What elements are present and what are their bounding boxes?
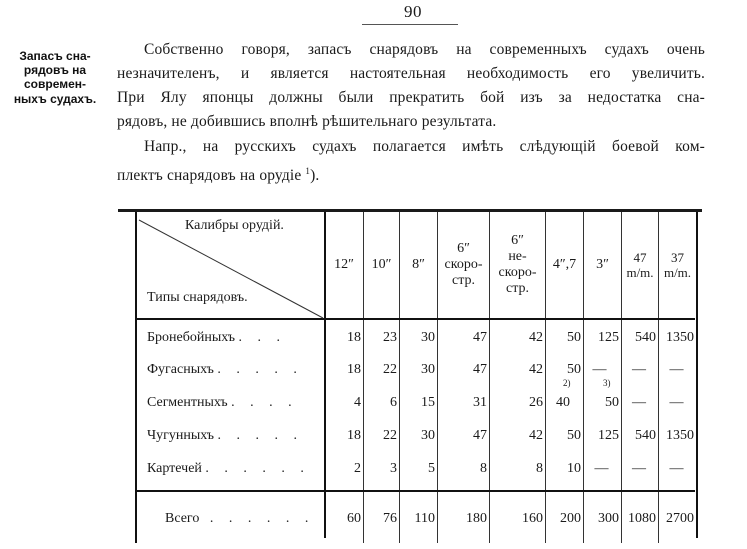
cell-value: 42: [529, 330, 543, 345]
cell-value: 300: [598, 511, 619, 526]
col-header-8in: 8″: [412, 256, 425, 272]
cell-value: 50: [567, 362, 581, 377]
margin-sidenote: [2, 49, 108, 106]
table-row: [135, 461, 697, 481]
row-label: Картечей . . . . . .: [147, 461, 310, 476]
col-header-10in: 10″: [371, 256, 392, 272]
cell-value: —: [632, 362, 646, 377]
footnote-marker[interactable]: 3): [603, 378, 611, 388]
col-header-37mm: 37 m/m.: [663, 249, 692, 280]
table-row: [135, 330, 697, 350]
cell-value: 30: [421, 428, 435, 443]
cell-value: 15: [421, 395, 435, 410]
cell-value: 47: [473, 330, 487, 345]
cell-value: 50: [567, 330, 581, 345]
cell-value: 200: [560, 511, 581, 526]
col-header-6in-qf: 6″ скоро- стр.: [444, 240, 483, 288]
text-line: Напр., на русскихъ судахъ полагается имѣть слѣдующій боевой ком-: [144, 138, 705, 155]
cell-value: 30: [421, 330, 435, 345]
cell-value: 42: [529, 428, 543, 443]
col-header-4-7in: 4″,7: [552, 256, 577, 272]
footnote-ref[interactable]: 1: [305, 166, 311, 176]
cell-value: 10: [567, 461, 581, 476]
cell-value: 31: [473, 395, 487, 410]
paragraph-2: [117, 135, 705, 188]
cell-value: 18: [347, 362, 361, 377]
table-row: [135, 395, 697, 415]
text-line: незначителенъ, и является настоятельная необходимость его увеличить.: [117, 65, 705, 82]
paragraph-1: [117, 38, 705, 134]
cell-value: 23: [383, 330, 397, 345]
cell-value: —: [594, 461, 609, 476]
table-row: [135, 428, 697, 448]
cell-value: —: [669, 395, 684, 410]
cell-value: 5: [428, 461, 435, 476]
cell-value: 30: [421, 362, 435, 377]
cell-value: 60: [347, 511, 361, 526]
cell-value: —: [669, 362, 684, 377]
text-fragment: ).: [310, 167, 320, 184]
cell-value: 1080: [628, 511, 656, 526]
cell-value: —: [632, 395, 646, 410]
cell-value: 8: [480, 461, 487, 476]
cell-value: 180: [466, 511, 487, 526]
row-label: Бронебойныхъ . . .: [147, 330, 286, 345]
sidenote-line: ныхъ судахъ.: [13, 91, 97, 106]
cell-value: 125: [598, 428, 619, 443]
col-header-12in: 12″: [334, 256, 354, 272]
cell-value: 125: [598, 330, 619, 345]
cell-value: 1350: [666, 330, 694, 345]
row-label: Чугунныхъ . . . . .: [147, 428, 303, 443]
total-top-rule: [135, 490, 695, 492]
cell-value: 2700: [666, 511, 694, 526]
text-line: рядовъ, не добившись вполнѣ рѣшительнаго результата.: [117, 113, 497, 130]
row-label: Всего . . . . . .: [165, 511, 315, 526]
cell-value: —: [669, 461, 684, 476]
cell-value: 26: [529, 395, 543, 410]
sidenote-line: рядовъ на: [23, 63, 87, 78]
sidenote-line: современ-: [23, 77, 87, 92]
text-line: При Ялу японцы должны были прекратить бой изъ за недостатка сна-: [117, 89, 705, 106]
cell-value: —: [632, 461, 646, 476]
cell-value: 18: [347, 428, 361, 443]
cell-value: 76: [383, 511, 397, 526]
cell-value: 3: [390, 461, 397, 476]
cell-value: 40: [556, 395, 570, 410]
row-label: Сегментныхъ . . . .: [147, 395, 298, 410]
cell-value: 22: [383, 428, 397, 443]
col-header-47mm: 47 m/m.: [626, 249, 654, 280]
cell-value: 540: [635, 428, 656, 443]
cell-value: 540: [635, 330, 656, 345]
cell-value: 47: [473, 362, 487, 377]
footnote-marker[interactable]: 2): [563, 378, 571, 388]
cell-value: 1350: [666, 428, 694, 443]
table-total-row: [135, 511, 697, 531]
cell-value: 8: [536, 461, 543, 476]
text-fragment: плектъ снарядовъ на орудіе: [117, 167, 302, 184]
sidenote-line: Запасъ сна-: [19, 49, 91, 63]
cell-value: 42: [529, 362, 543, 377]
text-line: [117, 159, 705, 188]
row-label: Фугасныхъ . . . . .: [147, 362, 303, 377]
cell-value: 50: [605, 395, 619, 410]
cell-value: 22: [383, 362, 397, 377]
cell-value: 50: [567, 428, 581, 443]
table-row: [135, 362, 697, 382]
page-number: 90: [404, 2, 422, 21]
corner-label-calibers: Калибры орудій.: [185, 218, 284, 233]
cell-value: —: [592, 362, 607, 377]
col-header-3in: 3″: [596, 256, 609, 272]
cell-value: 18: [347, 330, 361, 345]
ammunition-table: [135, 212, 697, 543]
cell-value: 110: [414, 511, 435, 526]
cell-value: 4: [354, 395, 361, 410]
cell-value: 2: [354, 461, 361, 476]
page-number-rule: [362, 24, 458, 25]
cell-value: 47: [473, 428, 487, 443]
corner-label-shell-types: Типы снарядовъ.: [147, 290, 248, 305]
cell-value: 160: [522, 511, 543, 526]
col-header-6in-non-qf: 6″ не- скоро- стр.: [498, 232, 537, 296]
text-line: Собственно говоря, запасъ снарядовъ на современныхъ судахъ очень: [144, 41, 705, 58]
cell-value: 6: [390, 395, 397, 410]
